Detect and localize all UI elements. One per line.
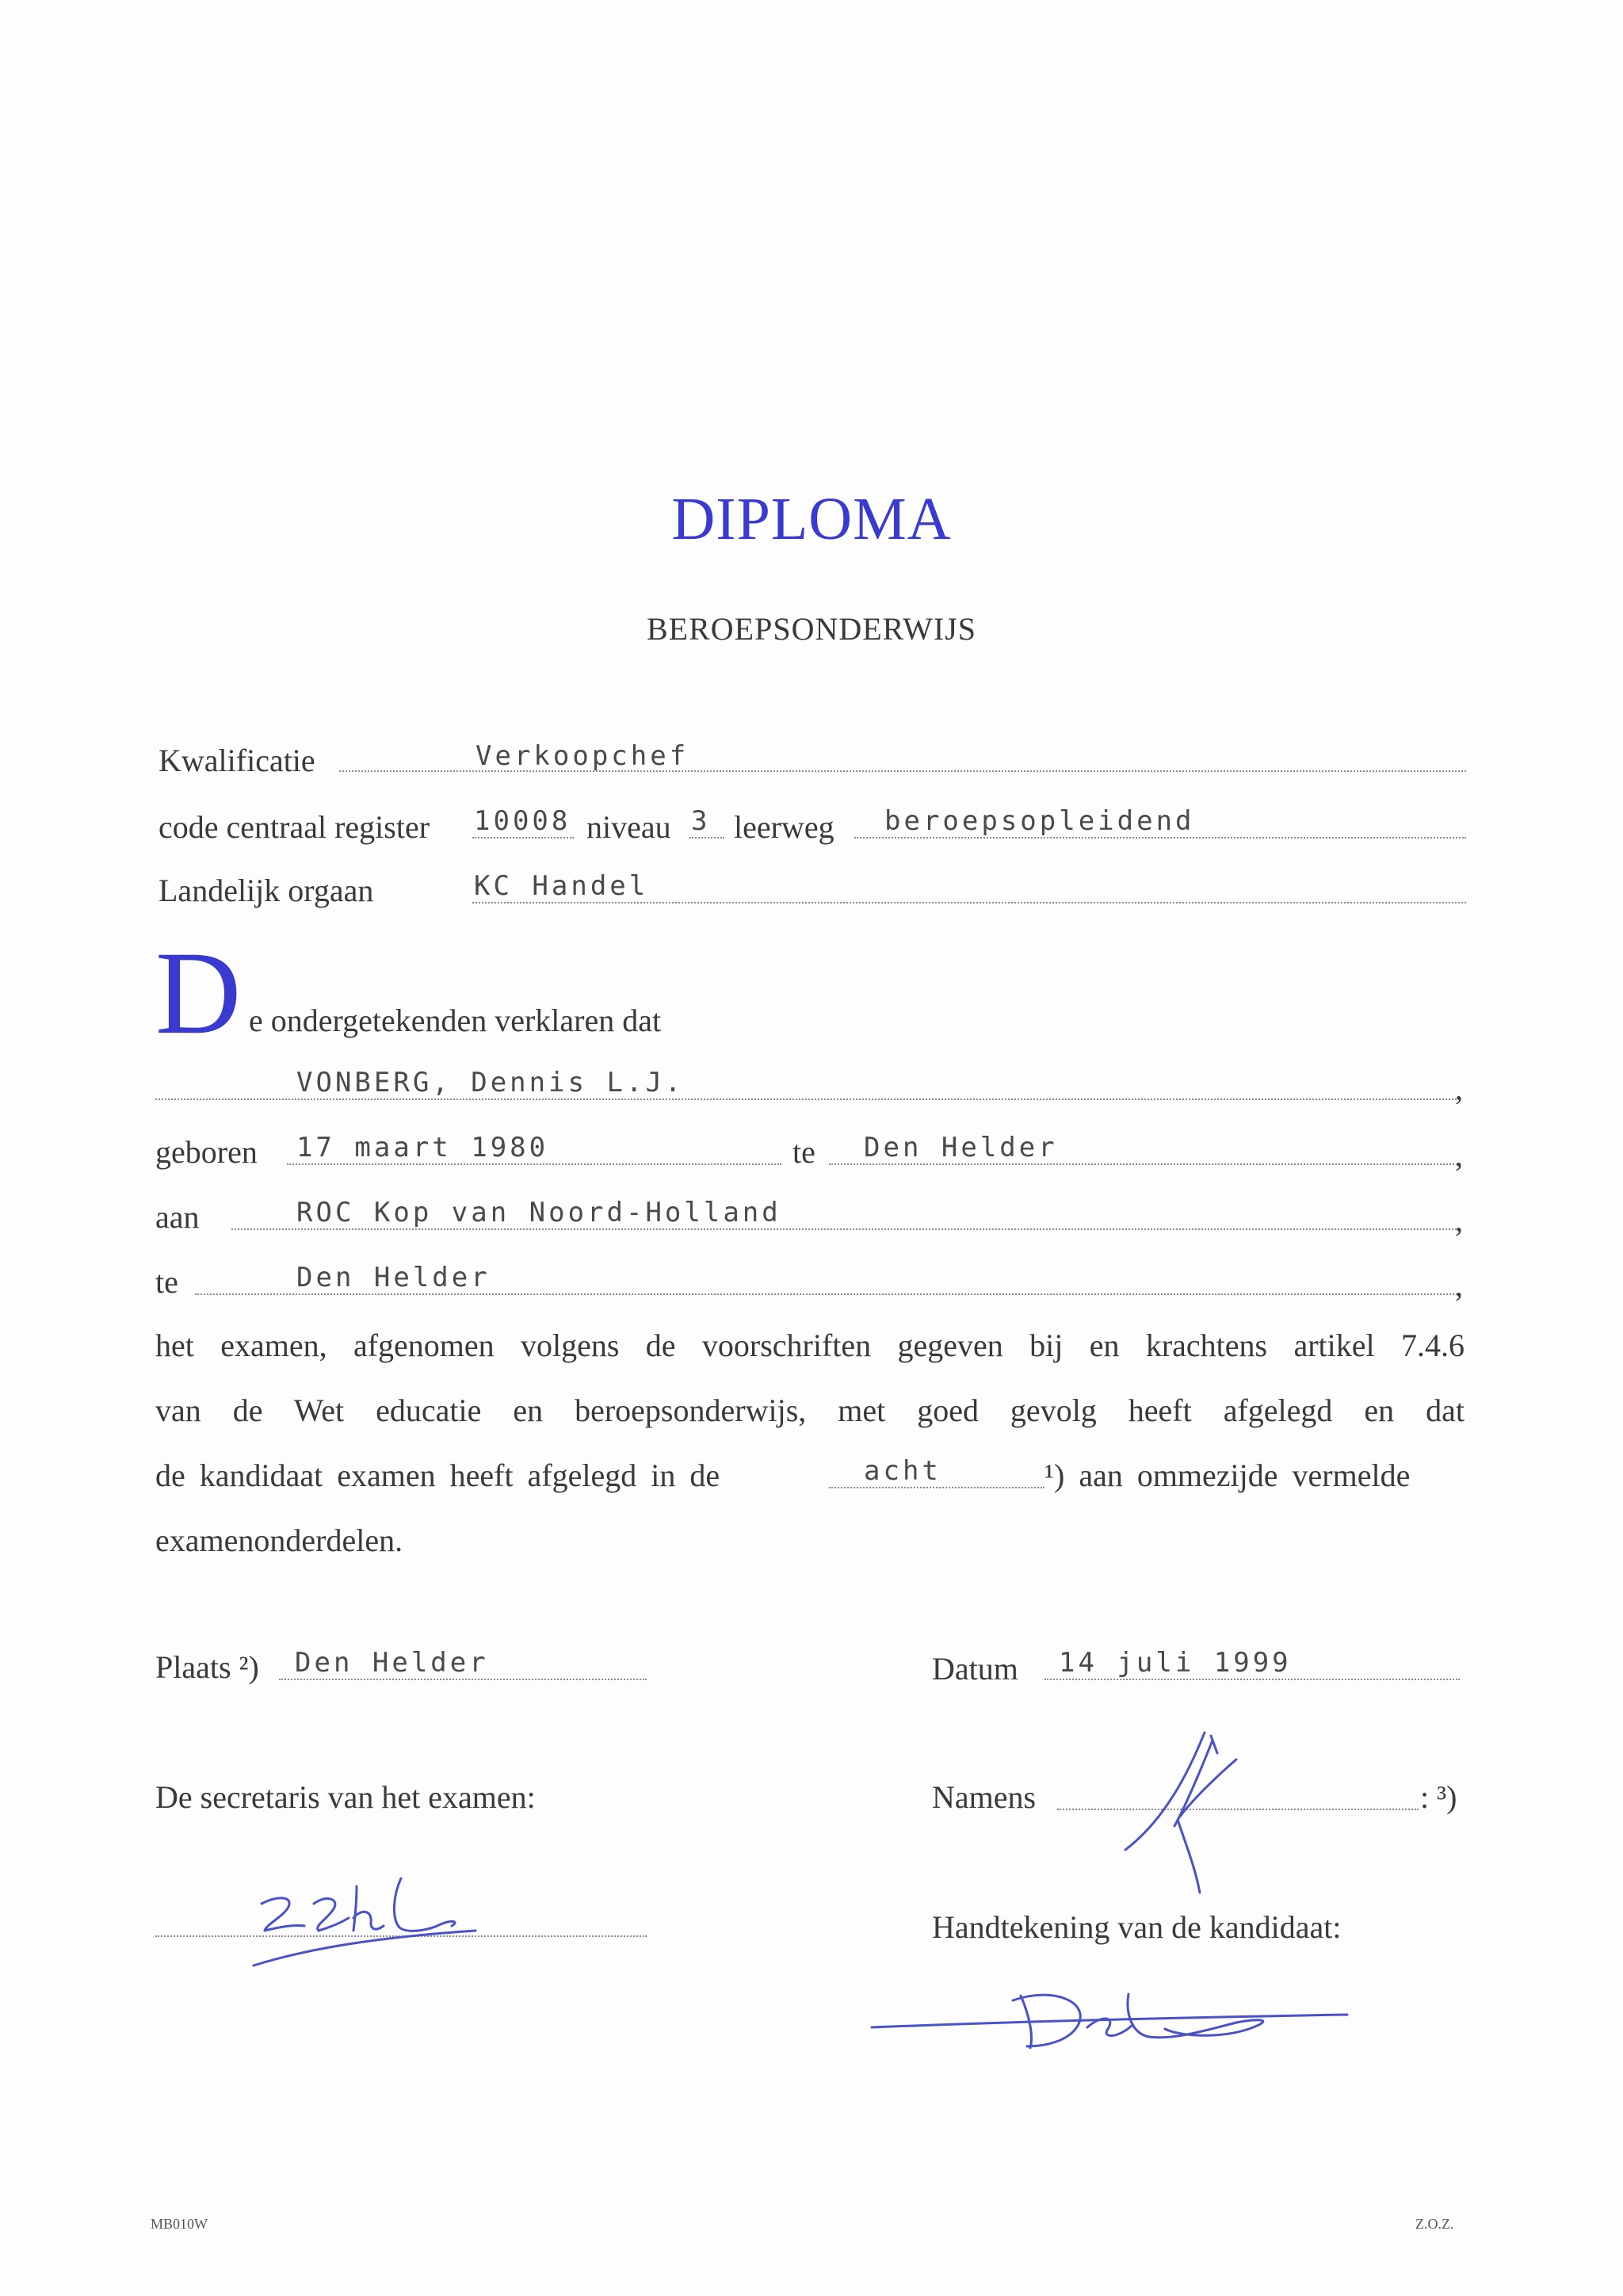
kwalificatie-label: Kwalificatie — [158, 743, 315, 778]
te-label-institution: te — [155, 1264, 178, 1300]
code-value: 10008 — [474, 805, 571, 837]
institution-name: ROC Kop van Noord-Holland — [296, 1197, 781, 1228]
orgaan-label: Landelijk orgaan — [158, 873, 374, 908]
plaats-label: Plaats ²) — [155, 1649, 259, 1685]
diploma-title: DIPLOMA — [671, 486, 952, 552]
body-line-2: van de Wet educatie en beroepsonderwijs, met goed gevolg heeft afgelegd en dat — [155, 1392, 1465, 1428]
namens-suffix: : ³) — [1420, 1779, 1457, 1815]
aan-label: aan — [155, 1199, 200, 1235]
birth-date-dotted-line — [287, 1163, 781, 1165]
leerweg-label: leerweg — [734, 809, 834, 845]
niveau-label: niveau — [586, 809, 671, 845]
institution-dotted-line — [231, 1228, 1460, 1230]
geboren-label: geboren — [155, 1134, 258, 1170]
niveau-value: 3 — [691, 805, 711, 837]
institution-place-comma: , — [1455, 1267, 1463, 1303]
zoz-marker: Z.O.Z. — [1415, 2216, 1454, 2232]
body-line-1: het examen, afgenomen volgens de voorschriften gegeven bij en krachtens artikel 7.4.6 — [155, 1328, 1465, 1363]
plaats-dotted-line — [279, 1679, 647, 1680]
niveau-dotted-line — [689, 837, 724, 839]
declaration-intro: e ondergetekenden verklaren dat — [249, 1003, 662, 1038]
body-line-3-post: ¹) aan ommezijde vermelde — [1044, 1457, 1411, 1493]
code-label: code centraal register — [158, 809, 430, 845]
orgaan-value: KC Handel — [474, 870, 649, 902]
datum-label: Datum — [932, 1651, 1018, 1687]
exam-count-dotted-line — [829, 1487, 1044, 1488]
leerweg-value: beroepsopleidend — [884, 805, 1195, 837]
leerweg-dotted-line — [854, 837, 1466, 839]
institution-place: Den Helder — [296, 1262, 491, 1293]
institution-comma: , — [1455, 1202, 1463, 1238]
plaats-value: Den Helder — [295, 1647, 489, 1679]
dropcap-letter: D — [155, 927, 242, 1059]
te-label-birth: te — [792, 1134, 815, 1170]
form-code: MB010W — [151, 2216, 208, 2232]
orgaan-dotted-line — [472, 902, 1466, 904]
namens-signature — [1109, 1725, 1252, 1902]
secretaris-signature — [238, 1855, 507, 1981]
institution-place-dotted-line — [195, 1293, 1460, 1295]
datum-value: 14 juli 1999 — [1059, 1647, 1292, 1679]
body-line-3-pre: de kandidaat examen heeft afgelegd in de — [155, 1457, 720, 1493]
body-line-4: examenonderdelen. — [155, 1522, 403, 1558]
birth-place: Den Helder — [864, 1132, 1058, 1163]
birth-comma: , — [1455, 1137, 1463, 1173]
namens-label: Namens — [932, 1779, 1037, 1815]
datum-dotted-line — [1044, 1679, 1460, 1680]
candidate-name: VONBERG, Dennis L.J. — [296, 1067, 685, 1098]
candidate-name-comma: , — [1455, 1071, 1463, 1106]
code-dotted-line — [472, 837, 574, 839]
birth-date: 17 maart 1980 — [296, 1132, 549, 1163]
candidate-name-dotted-line — [155, 1098, 1460, 1100]
diploma-subtitle: BEROEPSONDERWIJS — [646, 611, 977, 647]
secretaris-label: De secretaris van het examen: — [155, 1779, 536, 1815]
exam-count: acht — [864, 1455, 941, 1487]
kandidaat-signature — [864, 1970, 1355, 2065]
kandidaat-label: Handtekening van de kandidaat: — [932, 1909, 1342, 1945]
birth-place-dotted-line — [829, 1163, 1460, 1165]
kwalificatie-value: Verkoopchef — [475, 740, 689, 772]
